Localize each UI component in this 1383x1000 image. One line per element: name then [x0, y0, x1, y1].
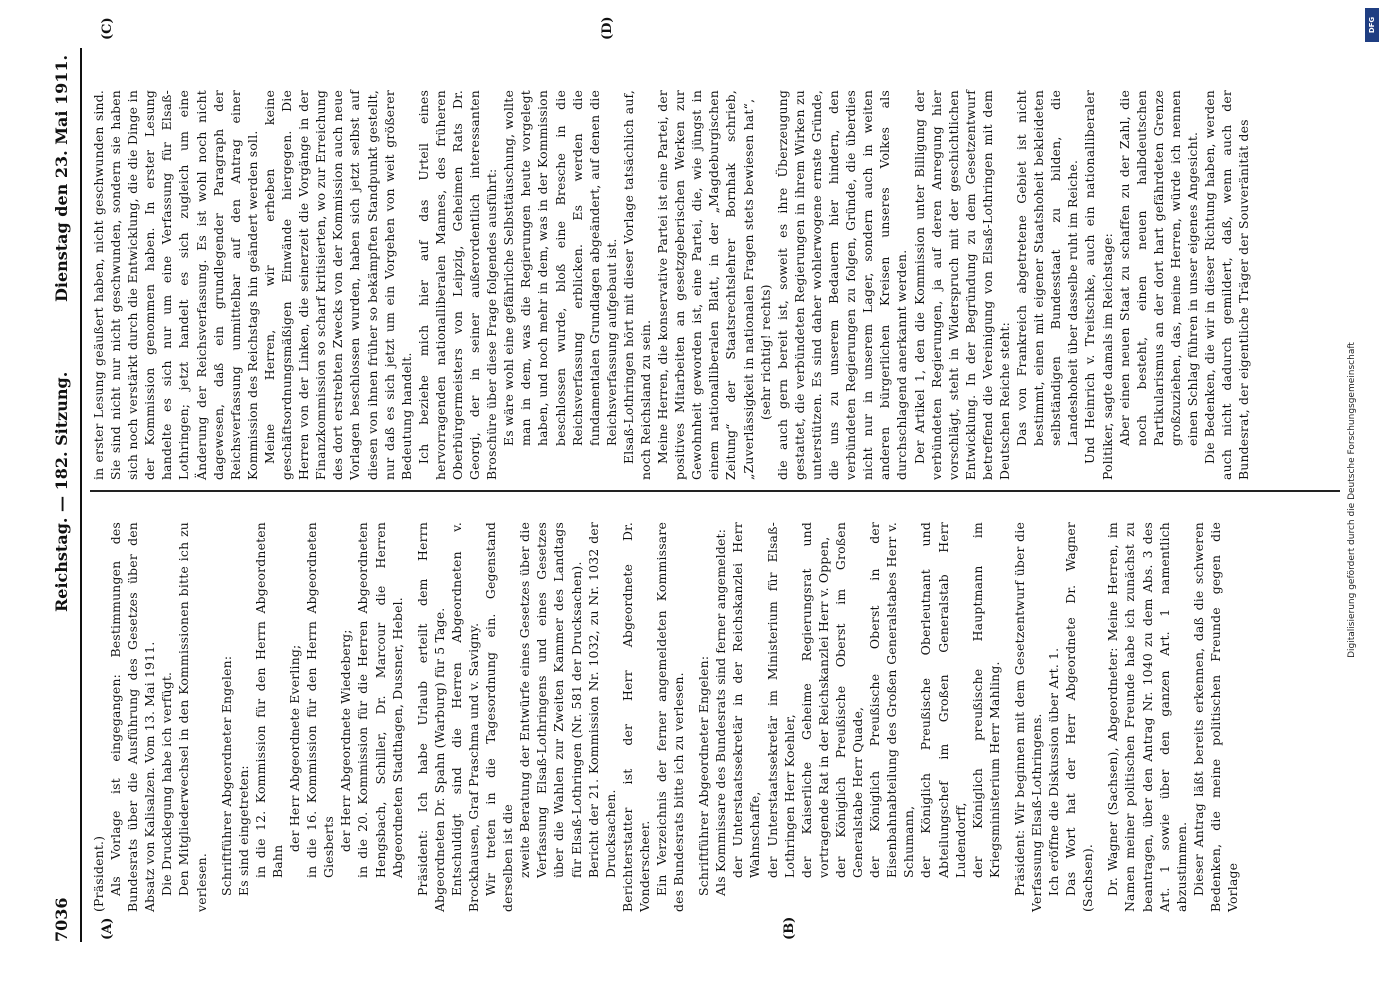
paragraph: in erster Lesung geäußert haben, nicht geschwunden sind. Sie sind nicht nur nicht geschwunden, sondern sie haben sich noch verstärkt durch die Entwicklung, die die Dinge in der Kommission genommen haben. In erster Lesung handelte es sich nur um eine Verfassung für Elsaß-Lothringen; jetzt handelt es sich zugleich um eine Änderung der Reichsverfassung. Es ist wohl noch nicht dagewesen, daß ein grundlegender Paragraph der Reichsverfassung unmittelbar auf den Antrag einer Kommission des Reichstags hin geändert werden soll.: [91, 90, 260, 480]
page-header: [52, 40, 78, 942]
paragraph: der Königlich Preußische Oberst im Großen Generalstabe Herr Quade,: [832, 522, 866, 878]
margin-mark-d: (D): [600, 16, 615, 40]
paragraph: in die 16. Kommission für den Herrn Abgeordneten Giesberts: [304, 522, 337, 878]
dfg-logo: [1365, 8, 1379, 42]
paragraph: Als Kommissare des Bundesrats sind ferner angemeldet:: [713, 528, 729, 896]
quote-paragraph: Das von Frankreich abgetretene Gebiet ist nicht bestimmt, einen mit eigener Staatshoheit bekleideten selbständigen Bundesstaat zu bilden, die Landeshoheit über dasselbe ruht im Reiche.: [1014, 90, 1081, 446]
paragraph: Die Bedenken, die wir in dieser Richtung haben, werden auch nicht dadurch gemildert, daß, wenn auch der Bundesrat, der eigentliche Träger der Souveränität des: [1202, 90, 1252, 480]
paragraph: Den Mitgliederwechsel in den Kommissionen bitte ich zu verlesen.: [176, 522, 209, 912]
paragraph: der Unterstaatssekretär in der Reichskanzlei Herr Wahnschaffe,: [730, 522, 763, 878]
column-separator: [90, 491, 1340, 493]
paragraph: Ich beziehe mich hier auf das Urteil eines hervorragenden nationalliberalen Mannes, des früheren Oberbürgermeisters von Leipzig, Geheimen Rats Dr. Georgi, der in seiner außerordentlich interessanten Broschüre über diese Frage folgendes ausführt:: [415, 90, 500, 480]
quote-paragraph: Es wäre wohl eine gefährliche Selbsttäuschung, wollte man in dem, was die Regierungen heute vorgelegt haben, und noch mehr in dem, was in der Kommission beschlossen wurde, bloß eine Bresche in die Reichsverfassung erblicken. Es werden die fundamentalen Grundlagen abgeändert, auf denen die Reichsverfassung aufgebaut ist.: [501, 90, 619, 446]
paragraph: Bericht der 21. Kommission Nr. 1032, zu Nr. 1032 der Drucksachen.: [585, 522, 618, 878]
paragraph: Meine Herren, wir erheben keine geschäftsordnungsmäßigen Einwände hiergegen. Die Herren von der Linken, die seinerzeit die Vorgänge in der Finanzkommission so scharf kritisierten, wo zur Erreichung des dort erstrebten Zwecks von der Kommission auch neue Vorlagen beschlossen wurden, haben sich jetzt selbst auf diesen von ihnen früher so bekämpften Standpunkt gestellt, nur daß es sich jetzt um ein Vorgehen von weit größerer Bedeutung handelt.: [261, 90, 414, 480]
paragraph: Präsident: Ich habe Urlaub erteilt dem Herrn Abgeordneten Dr. Spahn (Warburg) für 5 Tage.: [414, 522, 447, 912]
header-left-title: Reichstag. — 182. Sitzung.: [52, 371, 71, 612]
paragraph: der Herr Abgeordnete Everling;: [287, 644, 303, 852]
paragraph: Elsaß-Lothringen hört mit dieser Vorlage tatsächlich auf, noch Reichsland zu sein.: [620, 90, 653, 480]
paragraph: Schriftführer Abgeordneter Engelen:: [218, 655, 234, 896]
paragraph: Entschuldigt sind die Herren Abgeordneten v. Brockhausen, Graf Praschma und v. Savigny.: [448, 522, 481, 912]
paragraph: Als Vorlage ist eingegangen: Bestimmungen des Bundesrats über die Ausführung des Gesetzes über den Absatz von Kalisalzen. Vom 13. Mai 1911.: [108, 522, 158, 912]
paragraph: Meine Herren, die konservative Partei ist eine Partei, der positives Mitarbeiten an gesetzgeberischen Werken zur Gewohnheit geworden ist, eine Partei, die, wie jüngst in einem nationalliberalen Blatt, in der „Magdeburgischen Zeitung“ der Staatsrechtslehrer Bornhak schrieb, „Zuverlässigkeit in nationalen Fragen stets bewiesen hat“,: [655, 90, 756, 480]
digitization-credit: [1342, 10, 1362, 990]
paragraph: der Unterstaatssekretär im Ministerium für Elsaß-Lothringen Herr Koehler,: [764, 522, 797, 878]
left-column: [90, 522, 1241, 912]
paragraph: Berichterstatter ist der Herr Abgeordnete Dr. Vonderscheer.: [619, 522, 652, 912]
margin-mark-b: (B): [782, 916, 797, 940]
paragraph: die auch gern bereit ist, soweit es ihre Überzeugung gestattet, die verbündeten Regierungen in ihrem Wirken zu unterstützen. Es sind daher wohlerwogene ernste Gründe, die uns zu unserem Bedauern hier hindern, den verbündeten Regierungen zu folgen, Gründe, die überdies nicht nur in unserem Lager, sondern auch in weiten anderen bürgerlichen Kreisen unseres Volkes als durchschlagend anerkannt werden.: [774, 90, 910, 480]
page-number: 7036: [52, 897, 71, 942]
paragraph: Der Artikel 1, den die Kommission unter Billigung der verbündeten Regierungen, ja auf deren Anregung hier vorschlägt, steht in Widerspruch mit der geschichtlichen Entwicklung. In der Begründung zu dem Gesetzentwurf betreffend die Vereinigung von Elsaß-Lothringen mit dem Deutschen Reiche steht:: [911, 90, 1012, 480]
paragraph: in die 12. Kommission für den Herrn Abgeordneten Bahn: [252, 522, 285, 878]
paragraph: Es sind eingetreten:: [235, 765, 251, 896]
interjection: (sehr richtig! rechts): [757, 284, 773, 420]
paragraph: der Königlich Preußische Oberst in der Eisenbahnabteilung des Großen Generalstabes Herr v. Schumann,: [867, 522, 917, 878]
paragraph: der Königlich Preußische Oberleutnant und Abteilungschef im Großen Generalstab Herr Ludendorff,: [918, 522, 968, 878]
paragraph: zweite Beratung der Entwürfe eines Gesetzes über die Verfassung Elsaß-Lothringens und eines Gesetzes über die Wahlen zur Zweiten Kammer des Landtags für Elsaß-Lothringen (Nr. 581 der Drucksachen).: [517, 522, 584, 878]
paragraph: Und Heinrich v. Treitschke, auch ein nationalliberaler Politiker, sagte damals im Reichstage:: [1082, 90, 1115, 480]
credit-text: Digitalisierung gefördert durch die Deutsche Forschungsgemeinschaft: [1347, 342, 1357, 658]
paragraph: Schriftführer Abgeordneter Engelen:: [696, 655, 712, 896]
paragraph: Dieser Antrag läßt bereits erkennen, daß die schweren Bedenken, die meine politischen Freunde gegen die Vorlage: [1190, 522, 1240, 912]
dfg-logo-text: DFG: [1368, 16, 1376, 34]
header-right-title: Dienstag den 23. Mai 1911.: [52, 54, 71, 302]
paragraph: in die 20. Kommission für die Herren Abgeordneten Hengsbach, Schiller, Dr. Marcour die Herren Abgeordneten Stadthagen, Dussner, Hebel.: [355, 522, 405, 878]
paragraph: Wir treten in die Tagesordnung ein. Gegenstand derselben ist die: [483, 522, 516, 912]
paragraph: Dr. Wagner (Sachsen), Abgeordneter: Meine Herren, im Namen meiner politischen Freunde habe ich zunächst zu beantragen, über den Antrag Nr. 1040 zu dem Abs. 3 des Art. 1 sowie über den ganzen Art. 1 namentlich abzustimmen.: [1105, 522, 1189, 912]
paragraph: der Königlich preußische Hauptmann im Kriegsministerium Herr Mahling.: [969, 522, 1002, 878]
paragraph: Die Drucklegung habe ich verfügt.: [159, 671, 175, 896]
paragraph: Ein Verzeichnis der ferner angemeldeten Kommissare des Bundesrats bitte ich zu verlesen.: [654, 522, 687, 912]
paragraph: der Kaiserliche Geheime Regierungsrat und vortragende Rat in der Reichskanzlei Herr v. Oppen,: [798, 522, 831, 878]
paragraph: (Präsident.): [91, 835, 106, 912]
paragraph: Das Wort hat der Herr Abgeordnete Dr. Wagner (Sachsen).: [1063, 522, 1096, 912]
quote-paragraph: Aber einen neuen Staat zu schaffen zu der Zahl, die noch besteht, einen neuen halbdeutschen Partikularismus an der dort hart gefährdeten Grenze großzuziehen, das, meine Herren, würde ich nennen einen Schlag führen in unser eigenes Angesicht.: [1116, 90, 1200, 446]
paragraph: Präsident: Wir beginnen mit dem Gesetzentwurf über die Verfassung Elsaß-Lothringens.: [1011, 522, 1044, 912]
right-column: [90, 90, 1252, 480]
paragraph: der Herr Abgeordnete Wiedeberg;: [338, 629, 354, 852]
margin-mark-c: (C): [100, 17, 115, 40]
paragraph: Ich eröffne die Diskussion über Art. 1.: [1046, 647, 1062, 896]
margin-mark-a: (A): [100, 917, 115, 940]
header-rule: [80, 48, 82, 942]
